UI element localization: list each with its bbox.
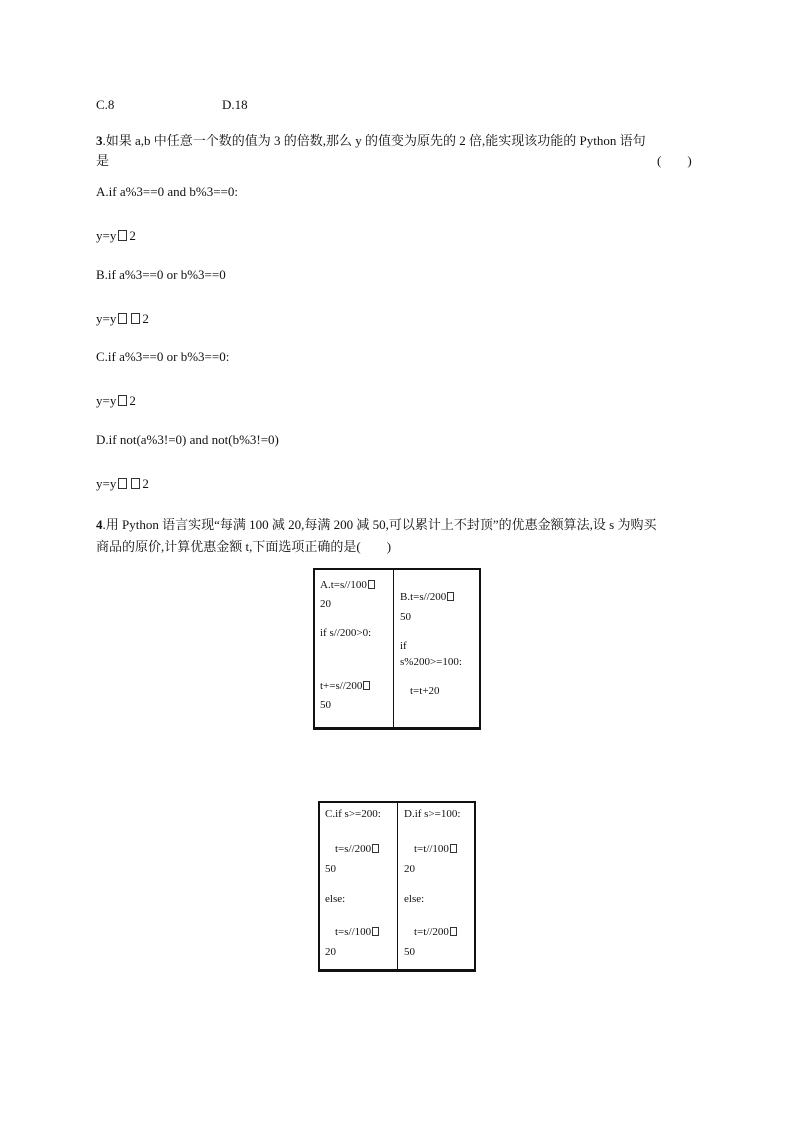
q4-table-ab xyxy=(313,568,481,730)
multiply-symbol-icon xyxy=(450,927,457,936)
q4-c-line3: 50 xyxy=(325,863,336,875)
q3-option-c-body: y=y 2 xyxy=(96,393,136,408)
multiply-symbol-icon xyxy=(118,230,127,241)
q4-b-line5: t=t+20 xyxy=(410,685,440,697)
multiply-symbol-icon xyxy=(131,478,140,489)
q4-stem-line2: 商品的原价,计算优惠金额 t,下面选项正确的是( ) xyxy=(96,539,392,554)
q3-number: 3 xyxy=(96,133,103,148)
q4-a-line1: A.t=s//100 xyxy=(320,578,376,592)
q4-d-line6: 50 xyxy=(404,946,415,958)
q3-option-b-body: y=y 2 xyxy=(96,311,149,326)
multiply-symbol-icon xyxy=(368,580,375,589)
q4-c-line1: C.if s>=200: xyxy=(325,808,381,820)
option-c-prev: C.8 xyxy=(96,97,115,112)
q3-option-d-body: y=y 2 xyxy=(96,476,149,491)
q4-c-line6: 20 xyxy=(325,946,336,958)
q3-option-b-cond: B.if a%3==0 or b%3==0 xyxy=(96,267,226,282)
q4-b-line4: s%200>=100: xyxy=(400,656,462,668)
multiply-symbol-icon xyxy=(372,927,379,936)
q4-table-cd xyxy=(318,801,476,972)
q4-a-line3: if s//200>0: xyxy=(320,627,372,639)
q3-text: .如果 a,b 中任意一个数的值为 3 的倍数,那么 y 的值变为原先的 2 倍,能实现该功能的 Python 语句 xyxy=(102,133,646,148)
multiply-symbol-icon xyxy=(118,478,127,489)
q4-d-line5: t=t//200 xyxy=(414,925,458,939)
multiply-symbol-icon xyxy=(118,313,127,324)
multiply-symbol-icon xyxy=(118,395,127,406)
q3-stem-line2: 是 xyxy=(96,153,110,168)
q3-option-a-cond: A.if a%3==0 and b%3==0: xyxy=(96,184,238,199)
q4-number: 4 xyxy=(96,517,103,532)
option-d-prev: D.18 xyxy=(222,97,248,112)
q4-a-line5: 50 xyxy=(320,699,331,711)
q4-a-line4: t+=s//200 xyxy=(320,679,371,693)
multiply-symbol-icon xyxy=(131,313,140,324)
q4-d-line3: 20 xyxy=(404,863,415,875)
multiply-symbol-icon xyxy=(447,592,454,601)
q4-b-line1: B.t=s//200 xyxy=(400,590,455,604)
multiply-symbol-icon xyxy=(363,681,370,690)
q4-c-line4: else: xyxy=(325,893,346,905)
q4-b-line3: if xyxy=(400,640,407,652)
multiply-symbol-icon xyxy=(372,844,379,853)
q3-option-d-cond: D.if not(a%3!=0) and not(b%3!=0) xyxy=(96,432,279,447)
q4-stem-line1 xyxy=(96,514,656,533)
multiply-symbol-icon xyxy=(450,844,457,853)
q4-d-line4: else: xyxy=(404,893,425,905)
q4-d-line2: t=t//100 xyxy=(414,842,458,856)
q3-option-a-body: y=y 2 xyxy=(96,228,136,243)
q3-stem-line1 xyxy=(96,130,646,149)
q4-c-line2: t=s//200 xyxy=(335,842,380,856)
q4-b-line2: 50 xyxy=(400,611,411,623)
q3-answer-paren: ( ) xyxy=(657,153,692,168)
q4-d-line1: D.if s>=100: xyxy=(404,808,461,820)
q4-text: .用 Python 语言实现“每满 100 减 20,每满 200 减 50,可以累计上不封顶”的优惠金额算法,设 s 为购买 xyxy=(102,517,657,532)
q4-a-line2: 20 xyxy=(320,598,331,610)
q4-c-line5: t=s//100 xyxy=(335,925,380,939)
q3-option-c-cond: C.if a%3==0 or b%3==0: xyxy=(96,349,230,364)
